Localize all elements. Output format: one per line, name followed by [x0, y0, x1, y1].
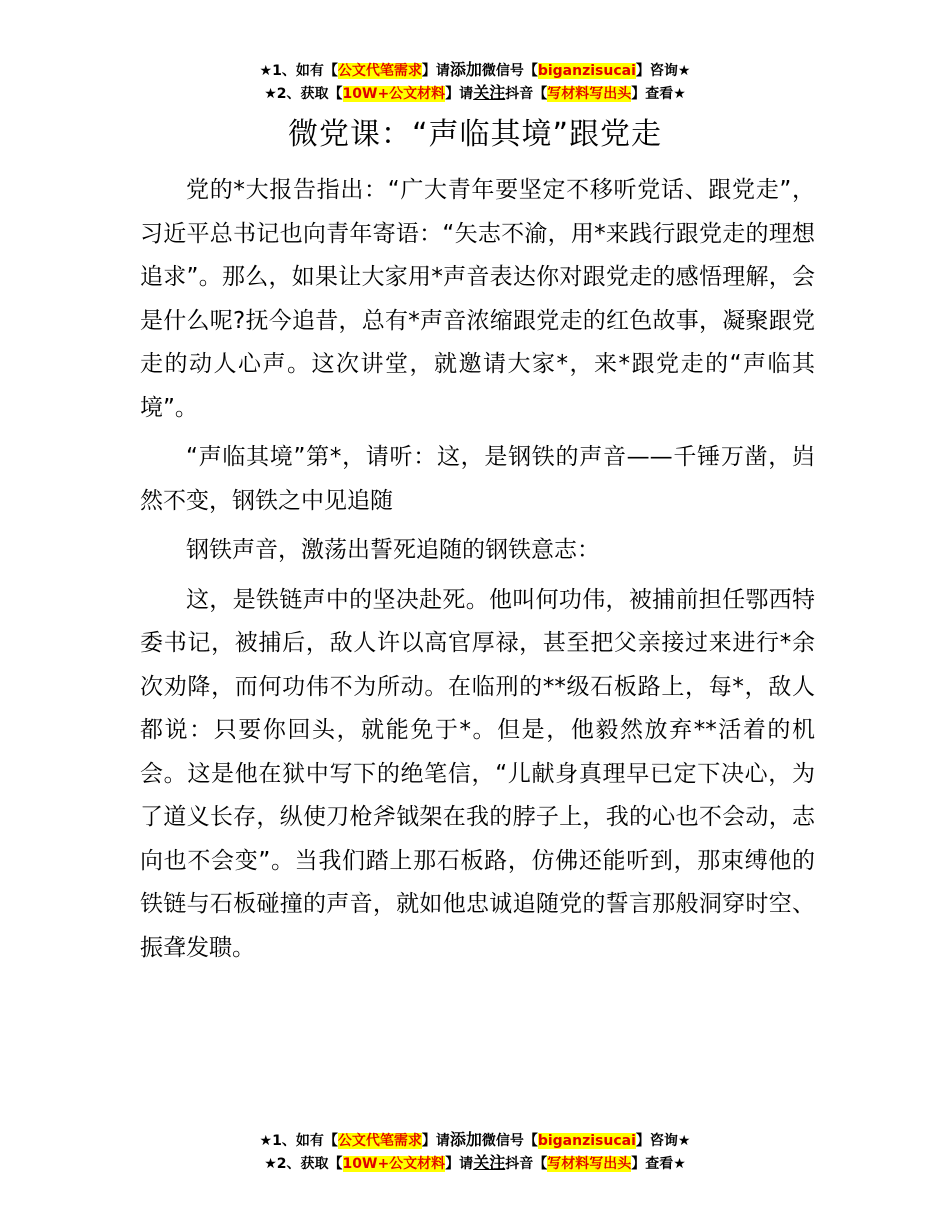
footer-banner-line-2	[0, 1152, 950, 1175]
banner-line-2-emphasis: 关注	[473, 83, 506, 102]
banner-line-2-mid: 】请	[445, 86, 474, 102]
banner-line-1-emphasis: 添加	[449, 60, 482, 79]
footer-line-1-suffix: 】咨询★	[635, 1133, 691, 1149]
paragraph-steel-voice: 钢铁声音，激荡出誓死追随的钢铁意志：	[186, 537, 600, 563]
banner-line-1-prefix: ★1、如有【	[259, 63, 338, 79]
footer-line-1-mid: 】请	[421, 1133, 450, 1149]
document-body	[140, 169, 815, 976]
footer-line-2-highlight-materials: 10W+公文材料	[342, 1156, 446, 1172]
banner-line-1-highlight-service: 公文代笔需求	[337, 63, 422, 79]
banner-line-1-mid: 】请	[421, 63, 450, 79]
footer-banner-line-1	[0, 1129, 950, 1152]
footer-line-2-suffix: 】查看★	[631, 1156, 686, 1172]
banner-line-2-mid2: 抖音【	[505, 86, 548, 102]
banner-line-2	[0, 82, 950, 105]
document-title: 微党课：“声临其境”跟党走	[287, 117, 663, 152]
banner-line-1-mid2: 微信号【	[481, 63, 538, 79]
banner-line-2-suffix: 】查看★	[631, 86, 686, 102]
footer-line-1-highlight-wechat: biganzisucai	[537, 1133, 636, 1149]
footer-line-1-mid2: 微信号【	[481, 1133, 538, 1149]
footer-banner	[0, 1129, 950, 1175]
paragraph-he-gongwei: 这，是铁链声中的坚决赴死。他叫何功伟，被捕前担任鄂西特委书记，被捕后，敌人许以高官厚禄，甚至把父亲接过来进行*余次劝降，而何功伟不为所动。在临刑的**级石板路上，每*，敌人都说：只要你回头，就能免于*。但是，他毅然放弃**活着的机会。这是他在狱中写下的绝笔信，“儿献身真理早已定下决心，为了道义长存，纵使刀枪斧钺架在我的脖子上，我的心也不会动，志向也不会变”。当我们踏上那石板路，仿佛还能听到，那束缚他的铁链与石板碰撞的声音，就如他忠诚追随党的誓言那般洞穿时空、振聋发聩。	[140, 586, 815, 961]
banner-line-2-prefix: ★2、获取【	[264, 86, 343, 102]
banner-line-2-highlight-douyin: 写材料写出头	[547, 86, 632, 102]
footer-line-2-prefix: ★2、获取【	[264, 1156, 343, 1172]
footer-line-1-highlight-service: 公文代笔需求	[337, 1133, 422, 1149]
paragraph-intro: 党的*大报告指出：“广大青年要坚定不移听党话、跟党走”，习近平总书记也向青年寄语：“矢志不渝，用*来践行跟党走的理想追求”。那么，如果让大家用*声音表达你对跟党走的感悟理解，会是什么呢?抚今追昔，总有*声音浓缩跟党走的红色故事，凝聚跟党走的动人心声。这次讲堂，就邀请大家*，来*跟党走的“声临其境”。	[140, 177, 815, 421]
header-banner	[0, 59, 950, 105]
banner-line-2-highlight-materials: 10W+公文材料	[342, 86, 446, 102]
footer-line-2-emphasis: 关注	[473, 1153, 506, 1172]
footer-line-2-mid: 】请	[445, 1156, 474, 1172]
banner-line-1-highlight-wechat: biganzisucai	[537, 63, 636, 79]
footer-line-1-prefix: ★1、如有【	[259, 1133, 338, 1149]
footer-line-2-mid2: 抖音【	[505, 1156, 548, 1172]
footer-line-1-emphasis: 添加	[449, 1130, 482, 1149]
paragraph-section-one: “声临其境”第*，请听：这，是钢铁的声音——千锤万凿，岿然不变，钢铁之中见追随	[140, 444, 815, 514]
footer-line-2-highlight-douyin: 写材料写出头	[547, 1156, 632, 1172]
banner-line-1	[0, 59, 950, 82]
banner-line-1-suffix: 】咨询★	[635, 63, 691, 79]
